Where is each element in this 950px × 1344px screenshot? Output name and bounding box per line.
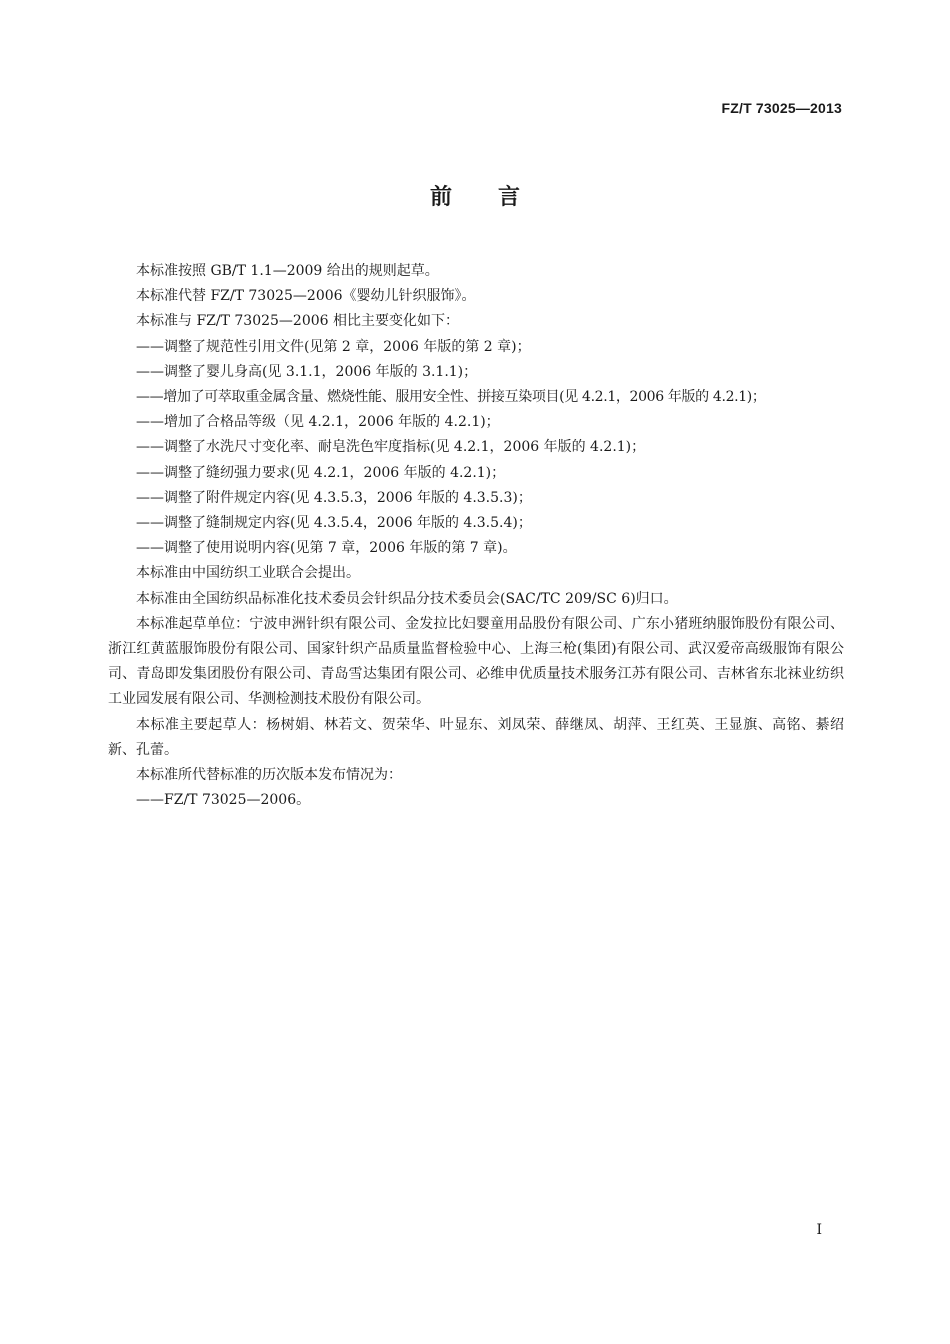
history-item: ——FZ/T 73025—2006。 (136, 792, 311, 809)
change-item: ——增加了可萃取重金属含量、燃烧性能、服用安全性、拼接互染项目(见 4.2.1，2006 年版的 4.2.1)； (136, 389, 766, 406)
paragraph-responsible-committee: 本标准由全国纺织品标准化技术委员会针织品分技术委员会(SAC/TC 209/SC 6)归口。 (136, 590, 678, 607)
paragraph-changes-intro: 本标准与 FZ/T 73025—2006 相比主要变化如下： (136, 313, 460, 330)
change-item: ——增加了合格品等级（见 4.2.1，2006 年版的 4.2.1)； (136, 414, 500, 431)
change-item: ——调整了水洗尺寸变化率、耐皂洗色牢度指标(见 4.2.1，2006 年版的 4.2.1)； (136, 439, 646, 456)
paragraph-history-intro: 本标准所代替标准的历次版本发布情况为： (136, 767, 402, 784)
paragraph-drafting-rules: 本标准按照 GB/T 1.1—2009 给出的规则起草。 (136, 263, 439, 279)
change-item: ——调整了规范性引用文件(见第 2 章，2006 年版的第 2 章)； (136, 338, 531, 355)
paragraph-drafters: 本标准主要起草人：杨树娟、林若文、贺荣华、叶显东、刘凤荣、薛继凤、胡萍、王红英、王显旗、高铭、綦绍新、孔蕾。 (108, 716, 844, 758)
change-item: ——调整了婴儿身高(见 3.1.1，2006 年版的 3.1.1)； (136, 363, 478, 380)
standard-number: FZ/T 73025—2013 (721, 100, 842, 116)
change-item: ——调整了缝制规定内容(见 4.3.5.4，2006 年版的 4.3.5.4)； (136, 515, 532, 532)
paragraph-replaces: 本标准代替 FZ/T 73025—2006《婴幼儿针织服饰》。 (136, 288, 476, 305)
paragraph-proposed-by: 本标准由中国纺织工业联合会提出。 (136, 565, 360, 582)
change-item: ——调整了使用说明内容(见第 7 章，2006 年版的第 7 章)。 (136, 540, 517, 557)
foreword-body (108, 259, 844, 813)
change-item: ——调整了附件规定内容(见 4.3.5.3，2006 年版的 4.3.5.3)； (136, 489, 532, 506)
paragraph-drafting-units: 本标准起草单位：宁波申洲针织有限公司、金发拉比妇婴童用品股份有限公司、广东小猪班纳服饰股份有限公司、浙江红黄蓝服饰股份有限公司、国家针织产品质量监督检验中心、上海三枪(集团)有限公司、武汉爱帝高级服饰有限公司、青岛即发集团股份有限公司、青岛雪达集团有限公司、必维申优质量技术服务江苏有限公司、吉林省东北袜业纺织工业园发展有限公司、华测检测技术股份有限公司。 (108, 615, 844, 708)
change-item: ——调整了缝纫强力要求(见 4.2.1，2006 年版的 4.2.1)； (136, 464, 506, 481)
page-title: 前言 (429, 185, 566, 210)
page-number: I (816, 1222, 822, 1238)
